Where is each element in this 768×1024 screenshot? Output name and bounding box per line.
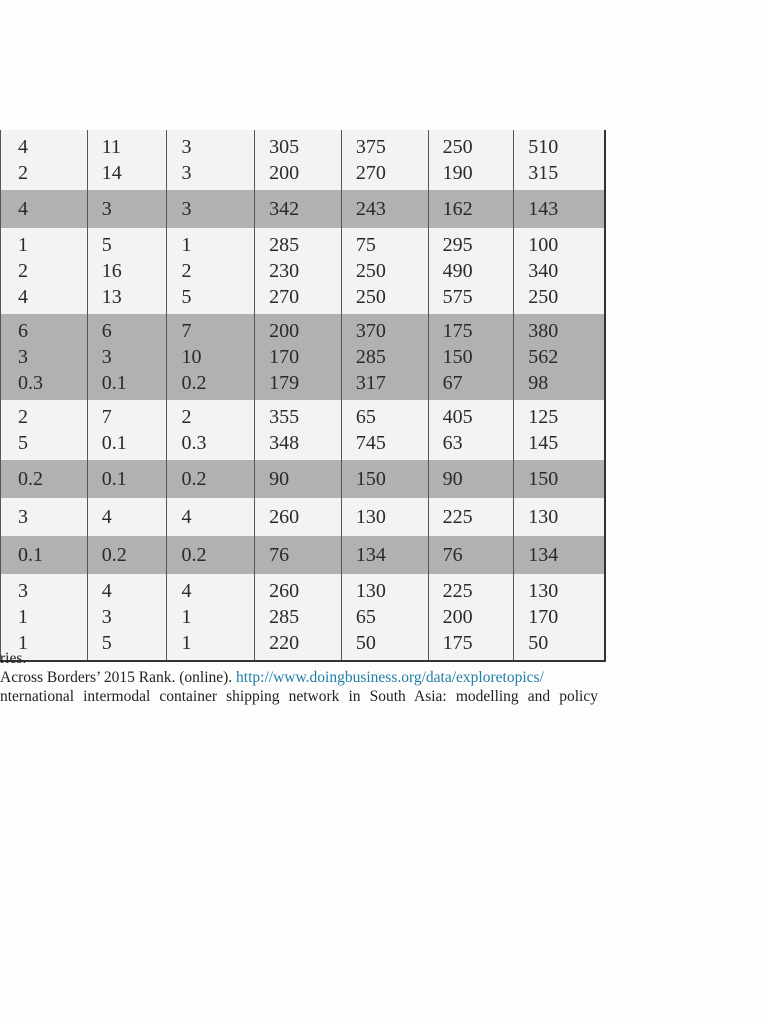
cell-value: 4 [101,506,112,528]
cell-value: 2 [181,406,192,428]
cell-value: 50 [528,632,549,654]
table-cell [254,574,341,660]
cell-value: 134 [355,544,386,566]
cell-value: 175 [442,632,473,654]
table-cell [513,574,604,660]
cell-value: 98 [528,372,549,394]
cell-value: 3 [18,346,28,368]
cell-value: 175 [442,320,473,342]
table-cell [254,536,341,574]
table-cell [0,536,87,574]
cell-value: 90 [269,468,290,490]
table-cell [87,498,167,536]
table-cell [428,190,514,228]
cell-value: 14 [101,162,122,184]
cell-value: 179 [269,372,300,394]
cell-value: 0.3 [18,372,43,394]
cell-value: 0.2 [101,544,127,566]
table-cell [513,314,604,400]
cell-value: 7 [101,406,112,428]
cell-value: 295 [442,234,473,256]
cell-value: 348 [269,432,300,454]
cell-value: 170 [269,346,300,368]
table-cell [166,400,254,460]
cell-value: 130 [528,580,559,602]
table-cell [166,314,254,400]
table-cell [254,314,341,400]
cell-value: 0.2 [181,372,207,394]
cell-value: 143 [528,198,559,220]
cell-value: 3 [101,606,112,628]
table-cell [254,130,341,190]
source-link[interactable]: http://www.doingbusiness.org/data/exploretopics/ [236,669,544,686]
cell-value: 76 [269,544,290,566]
table-cell [341,460,428,498]
cell-value: 67 [442,372,463,394]
cell-value: 4 [101,580,112,602]
table-cell [166,574,254,660]
cell-value: 380 [528,320,559,342]
cell-value: 125 [528,406,559,428]
cell-value: 0.1 [101,468,127,490]
note-line-1: ries. [0,650,27,667]
cell-value: 75 [355,234,376,256]
cell-value: 162 [442,198,473,220]
table-cell [428,498,514,536]
cell-value: 250 [355,260,386,282]
cell-value: 7 [181,320,192,342]
table-cell [166,460,254,498]
data-table [0,130,606,662]
table-cell [87,190,167,228]
cell-value: 3 [181,198,192,220]
table-cell [0,460,87,498]
cell-value: 375 [355,136,386,158]
table-row-group [0,400,604,460]
cell-value: 4 [181,506,192,528]
cell-value: 260 [269,506,300,528]
cell-value: 0.1 [101,372,127,394]
table-cell [254,498,341,536]
table-cell [341,498,428,536]
table-cell [0,228,87,314]
cell-value: 130 [355,506,386,528]
cell-value: 145 [528,432,559,454]
cell-value: 0.1 [101,432,127,454]
table-cell [513,536,604,574]
table-row-group [0,460,604,498]
cell-value: 340 [528,260,559,282]
cell-value: 3 [18,580,28,602]
cell-value: 150 [355,468,386,490]
cell-value: 370 [355,320,386,342]
cell-value: 76 [442,544,463,566]
table-notes [0,649,598,706]
cell-value: 225 [442,506,473,528]
cell-value: 134 [528,544,559,566]
cell-value: 2 [181,260,192,282]
cell-value: 63 [442,432,463,454]
cell-value: 3 [101,198,112,220]
cell-value: 10 [181,346,202,368]
table-cell [166,536,254,574]
table-cell [341,574,428,660]
table-row-group [0,228,604,314]
table-cell [513,228,604,314]
cell-value: 150 [442,346,473,368]
table-cell [341,190,428,228]
cell-value: 270 [355,162,386,184]
table-cell [166,130,254,190]
table-cell [166,190,254,228]
cell-value: 250 [355,286,386,308]
cell-value: 190 [442,162,473,184]
cell-value: 0.2 [18,468,43,490]
table-cell [254,460,341,498]
table-cell [87,574,167,660]
table-cell [166,228,254,314]
cell-value: 65 [355,606,376,628]
cell-value: 562 [528,346,559,368]
cell-value: 305 [269,136,300,158]
note-line-2-text: Across Borders’ 2015 Rank. (online). [0,669,237,686]
cell-value: 285 [269,234,300,256]
table-cell [428,400,514,460]
cell-value: 220 [269,632,300,654]
cell-value: 5 [101,234,112,256]
cell-value: 575 [442,286,473,308]
table-cell [341,400,428,460]
cell-value: 170 [528,606,559,628]
table-cell [0,498,87,536]
table-cell [254,228,341,314]
table-cell [87,460,167,498]
cell-value: 5 [101,632,112,654]
table-row-group [0,536,604,574]
cell-value: 0.3 [181,432,207,454]
cell-value: 100 [528,234,559,256]
table-cell [0,190,87,228]
cell-value: 5 [18,432,28,454]
cell-value: 355 [269,406,300,428]
table-cell [341,536,428,574]
cell-value: 260 [269,580,300,602]
cell-value: 243 [355,198,386,220]
cell-value: 285 [355,346,386,368]
cell-value: 230 [269,260,300,282]
cell-value: 4 [18,286,28,308]
cell-value: 50 [355,632,376,654]
table-cell [513,130,604,190]
table-cell [513,498,604,536]
table-cell [87,536,167,574]
cell-value: 225 [442,580,473,602]
table-cell [428,536,514,574]
table-cell [166,498,254,536]
cell-value: 11 [101,136,121,158]
table-row-group [0,314,604,400]
cell-value: 13 [101,286,122,308]
table-cell [428,574,514,660]
cell-value: 250 [528,286,559,308]
note-line-3: nternational intermodal container shipping network in South Asia: modelling and policy [0,688,598,705]
table-row-group [0,190,604,228]
cell-value: 1 [181,234,192,256]
cell-value: 6 [101,320,112,342]
table-cell [428,460,514,498]
table-cell [87,130,167,190]
cell-value: 285 [269,606,300,628]
table-cell [0,400,87,460]
cell-value: 510 [528,136,559,158]
cell-value: 1 [181,632,192,654]
table-cell [513,400,604,460]
table-cell [428,228,514,314]
table-cell [254,400,341,460]
cell-value: 250 [442,136,473,158]
cell-value: 16 [101,260,122,282]
cell-value: 2 [18,260,28,282]
table-cell [428,314,514,400]
cell-value: 0.1 [18,544,43,566]
cell-value: 200 [269,320,300,342]
cell-value: 130 [528,506,559,528]
table-cell [0,574,87,660]
cell-value: 405 [442,406,473,428]
cell-value: 3 [18,506,28,528]
table-cell [513,190,604,228]
cell-value: 200 [269,162,300,184]
cell-value: 1 [18,632,28,654]
table-cell [513,460,604,498]
table-cell [254,190,341,228]
cell-value: 0.2 [181,544,207,566]
cell-value: 490 [442,260,473,282]
cell-value: 317 [355,372,386,394]
table-row-group [0,574,604,660]
cell-value: 200 [442,606,473,628]
cell-value: 315 [528,162,559,184]
cell-value: 2 [18,162,28,184]
table-row-group [0,130,604,190]
cell-value: 0.2 [181,468,207,490]
table-cell [87,314,167,400]
cell-value: 1 [18,234,28,256]
cell-value: 1 [18,606,28,628]
cell-value: 342 [269,198,300,220]
cell-value: 65 [355,406,376,428]
cell-value: 2 [18,406,28,428]
table-cell [0,314,87,400]
table-cell [341,314,428,400]
cell-value: 4 [181,580,192,602]
table-cell [87,400,167,460]
cell-value: 3 [181,162,192,184]
cell-value: 6 [18,320,28,342]
table-row-group [0,498,604,536]
cell-value: 130 [355,580,386,602]
cell-value: 90 [442,468,463,490]
cell-value: 5 [181,286,192,308]
table-cell [341,228,428,314]
table-cell [87,228,167,314]
cell-value: 745 [355,432,386,454]
table-cell [0,130,87,190]
cell-value: 3 [181,136,192,158]
cell-value: 1 [181,606,192,628]
cell-value: 4 [18,136,28,158]
cell-value: 150 [528,468,559,490]
cell-value: 3 [101,346,112,368]
table-cell [428,130,514,190]
cell-value: 270 [269,286,300,308]
note-line-2 [0,668,598,687]
table-cell [341,130,428,190]
cell-value: 4 [18,198,28,220]
